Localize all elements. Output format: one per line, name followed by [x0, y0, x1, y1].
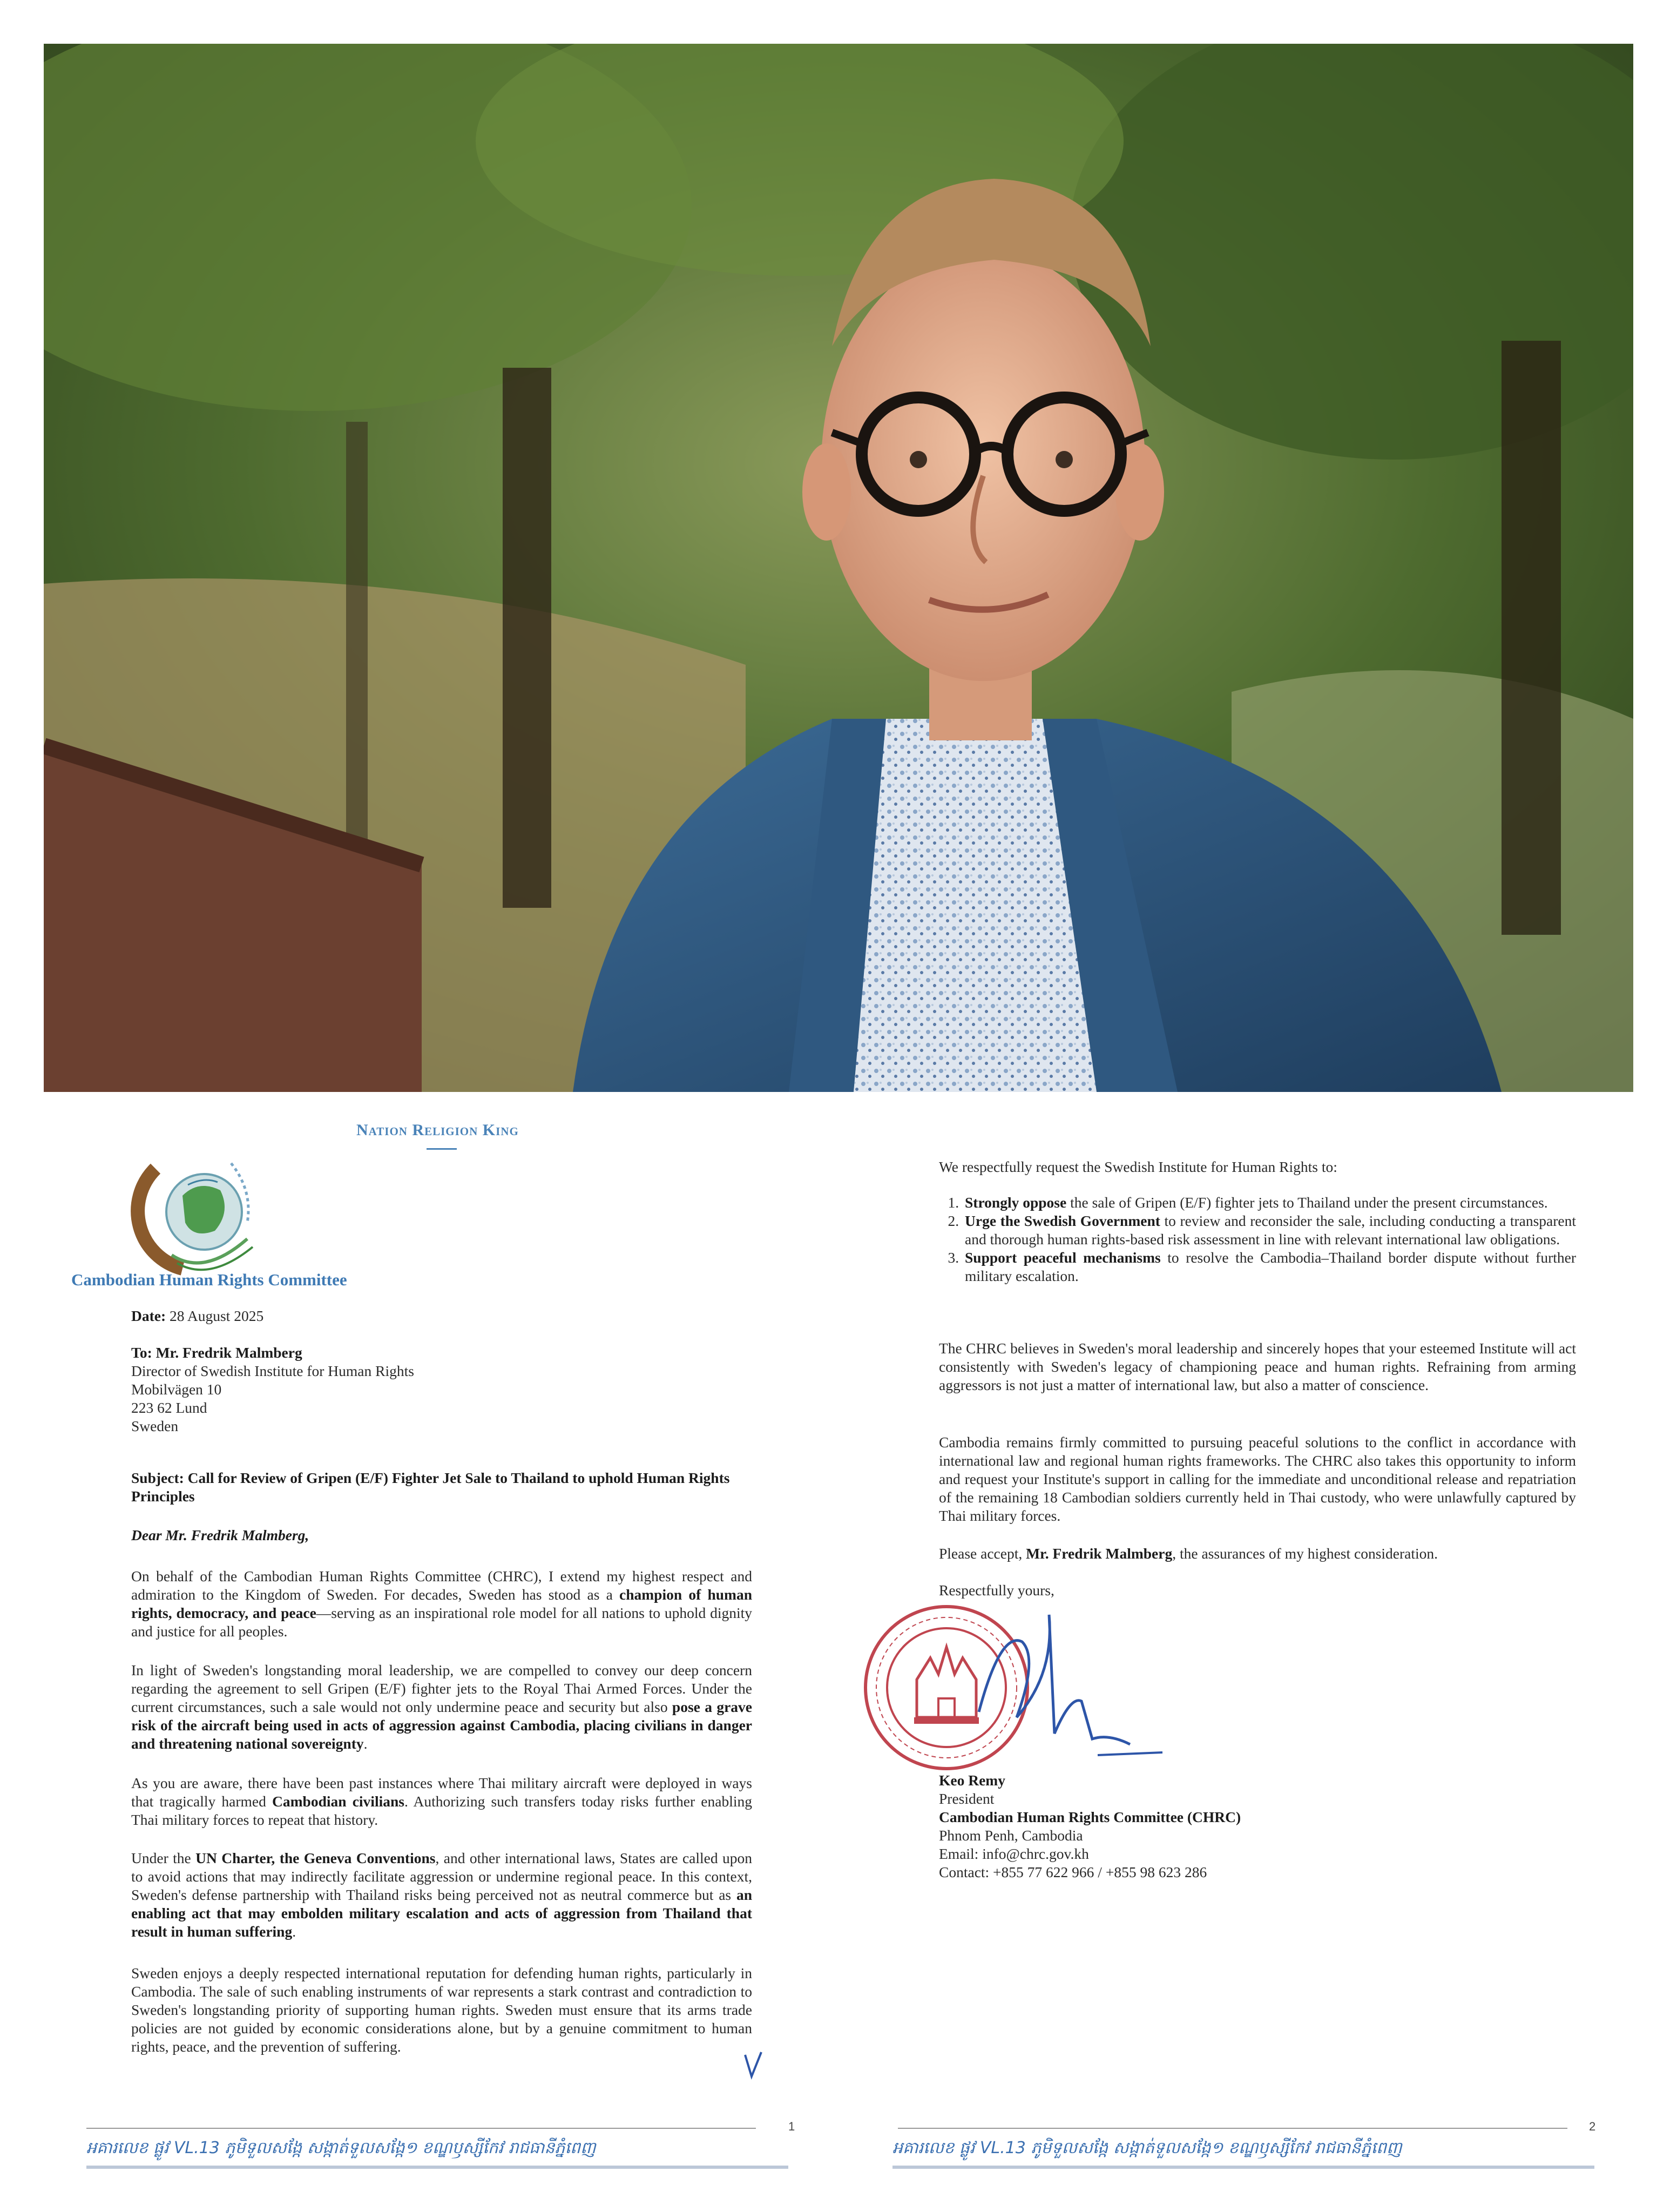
signer-email: Email: info@chrc.gov.kh [939, 1845, 1089, 1862]
paragraph-2 [131, 1661, 752, 1753]
recipient-line: Sweden [131, 1418, 179, 1434]
footer-rule [898, 2128, 1567, 2129]
signer-block [939, 1771, 1576, 1881]
para-emphasis: an enabling act that may embolden military escalation and acts of aggression from Thailand that result in human suffering [131, 1886, 752, 1940]
request-list [939, 1193, 1576, 1285]
date-label: Date: [131, 1307, 166, 1324]
para-emphasis: Cambodian civilians [272, 1793, 404, 1810]
recipient-block [131, 1344, 752, 1435]
list-item-emphasis: Urge the Swedish Government [965, 1212, 1160, 1229]
chrc-logo-icon [123, 1131, 263, 1287]
salutation-text: Dear Mr. Fredrik Malmberg, [131, 1527, 309, 1543]
motto-underline [427, 1148, 457, 1150]
date-value: 28 August 2025 [170, 1307, 264, 1324]
list-item [963, 1193, 1576, 1212]
para-text: . [363, 1735, 368, 1752]
list-item [963, 1249, 1576, 1285]
recipient-line: Mobilvägen 10 [131, 1381, 222, 1398]
list-item [963, 1212, 1576, 1249]
sign-off: Respectfully yours, [939, 1582, 1054, 1599]
para-text: , and other international laws, States are called upon to avoid actions that may indirectly facilitate aggression or undermine regional peace. In this context, Sweden's defense partnership with Thailand risks being perceived not as neutral commerce but as [131, 1850, 752, 1903]
para-emphasis: UN Charter, the Geneva Conventions [195, 1850, 436, 1866]
paragraph-3 [131, 1774, 752, 1829]
para-emphasis: champion of human rights, democracy, and peace [131, 1586, 753, 1621]
para-text: . Authorizing such transfers today risks further enabling Thai military forces to repeat that history. [131, 1793, 752, 1828]
para-text: . [292, 1923, 296, 1940]
org-name: Cambodian Human Rights Committee [71, 1270, 347, 1289]
recipient-line: 223 62 Lund [131, 1399, 207, 1416]
portrait-photo [44, 44, 1633, 1092]
initial-mark-icon [740, 2049, 767, 2082]
para-text: As you are aware, there have been past instances where Thai military aircraft were deployed in ways that tragically harmed [131, 1775, 752, 1810]
letter-page-1 [0, 1102, 838, 2212]
para-text: Under the [131, 1850, 196, 1866]
list-item-emphasis: Support peaceful mechanisms [965, 1249, 1161, 1266]
paragraph-5 [131, 1964, 752, 2056]
request-intro: We respectfully request the Swedish Institute for Human Rights to: [939, 1158, 1337, 1175]
recipient-line: Director of Swedish Institute for Human Rights [131, 1363, 414, 1379]
footer-rule [86, 2128, 756, 2129]
para-text: On behalf of the Cambodian Human Rights Committee (CHRC), I extend my highest respect and admiration to the Kingdom of Sweden. For decades, Sweden has stood as a [131, 1568, 752, 1603]
salutation [131, 1526, 752, 1545]
signer-name: Keo Remy [939, 1772, 1005, 1789]
recipient-name: To: Mr. Fredrik Malmberg [131, 1344, 302, 1361]
paragraph-1 [131, 1567, 752, 1641]
footer-contact-strip [892, 2166, 1594, 2169]
subject-line [131, 1469, 752, 1506]
signer-org: Cambodian Human Rights Committee (CHRC) [939, 1809, 1241, 1825]
list-item-text: to review and reconsider the sale, including conducting a transparent and thorough human rights-based risk assessment in line with relevant international law obligations. [965, 1212, 1576, 1247]
footer-address: អគារលេខ ផ្លូវ VL.13 ភូមិទួលសង្កែ សង្កាត់ទួលសង្កែ១ ខណ្ឌឫស្សីកែវ រាជធានីភ្នំពេញ [892, 2139, 1402, 2157]
signer-title: President [939, 1790, 995, 1807]
letter-page-2 [838, 1102, 1677, 2212]
paragraph-belief: The CHRC believes in Sweden's moral leadership and sincerely hopes that your esteemed Institute will act consistently with Sweden's legacy of championing peace and human rights. Refraining from arming aggressors is not just a matter of international law, but also a matter of conscience. [939, 1340, 1576, 1393]
para-emphasis: pose a grave risk of the aircraft being used in acts of aggression against Cambodia, placing civilians in danger and threatening national sovereignty [131, 1698, 752, 1752]
closing-emphasis: Mr. Fredrik Malmberg [1026, 1545, 1173, 1562]
paragraph-commitment: Cambodia remains firmly committed to pursuing peaceful solutions to the conflict in accordance with international law and regional human rights frameworks. The CHRC also takes this opportunity to inform and request your Institute's support in calling for the immediate and unconditional release and repatriation of the remaining 18 Cambodian soldiers currently held in Thai custody, who were unlawfully captured by Thai military forces. [939, 1434, 1576, 1524]
footer-address: អគារលេខ ផ្លូវ VL.13 ភូមិទួលសង្កែ សង្កាត់ទួលសង្កែ១ ខណ្ឌឫស្សីកែវ រាជធានីភ្នំពេញ [86, 2139, 596, 2157]
para-text: In light of Sweden's longstanding moral leadership, we are compelled to convey our deep concern regarding the agreement to sell Gripen (E/F) fighter jets to the Royal Thai Armed Forces. Under the current circumstances, such a sale would not only undermine peace and security but also [131, 1662, 752, 1715]
para-text: —serving as an inspirational role model for all nations to uphold dignity and justice for all peoples. [131, 1604, 752, 1640]
para-text: Sweden enjoys a deeply respected international reputation for defending human rights, particularly in Cambodia. The sale of such enabling instruments of war represents a stark contrast and contradiction to Sweden's longstanding priority of supporting human rights. Sweden must ensure that its arms trade policies are not guided by economic considerations alone, but by a genuine commitment to human rights, peace, and the prevention of suffering. [131, 1965, 752, 2055]
closing-line [939, 1545, 1576, 1563]
footer-contact-strip [86, 2166, 788, 2169]
page-number: 1 [788, 2120, 795, 2133]
date-line [131, 1307, 752, 1325]
closing-text: , the assurances of my highest consideration. [1172, 1545, 1438, 1562]
signer-city: Phnom Penh, Cambodia [939, 1827, 1083, 1844]
list-item-emphasis: Strongly oppose [965, 1194, 1067, 1211]
list-item-text: to resolve the Cambodia–Thailand border dispute without further military escalation. [965, 1249, 1577, 1284]
closing-text: Please accept, [939, 1545, 1026, 1562]
page-number: 2 [1589, 2120, 1596, 2133]
signature-icon [946, 1599, 1173, 1771]
paragraph-4 [131, 1849, 752, 1941]
motto: Nation Religion King [356, 1121, 519, 1139]
portrait-illustration [44, 44, 1633, 1092]
subject-text: Subject: Call for Review of Gripen (E/F) Fighter Jet Sale to Thailand to uphold Human Rights Principles [131, 1469, 730, 1505]
list-item-text: the sale of Gripen (E/F) fighter jets to Thailand under the present circumstances. [1066, 1194, 1548, 1211]
signer-contact: Contact: +855 77 622 966 / +855 98 623 286 [939, 1864, 1207, 1880]
